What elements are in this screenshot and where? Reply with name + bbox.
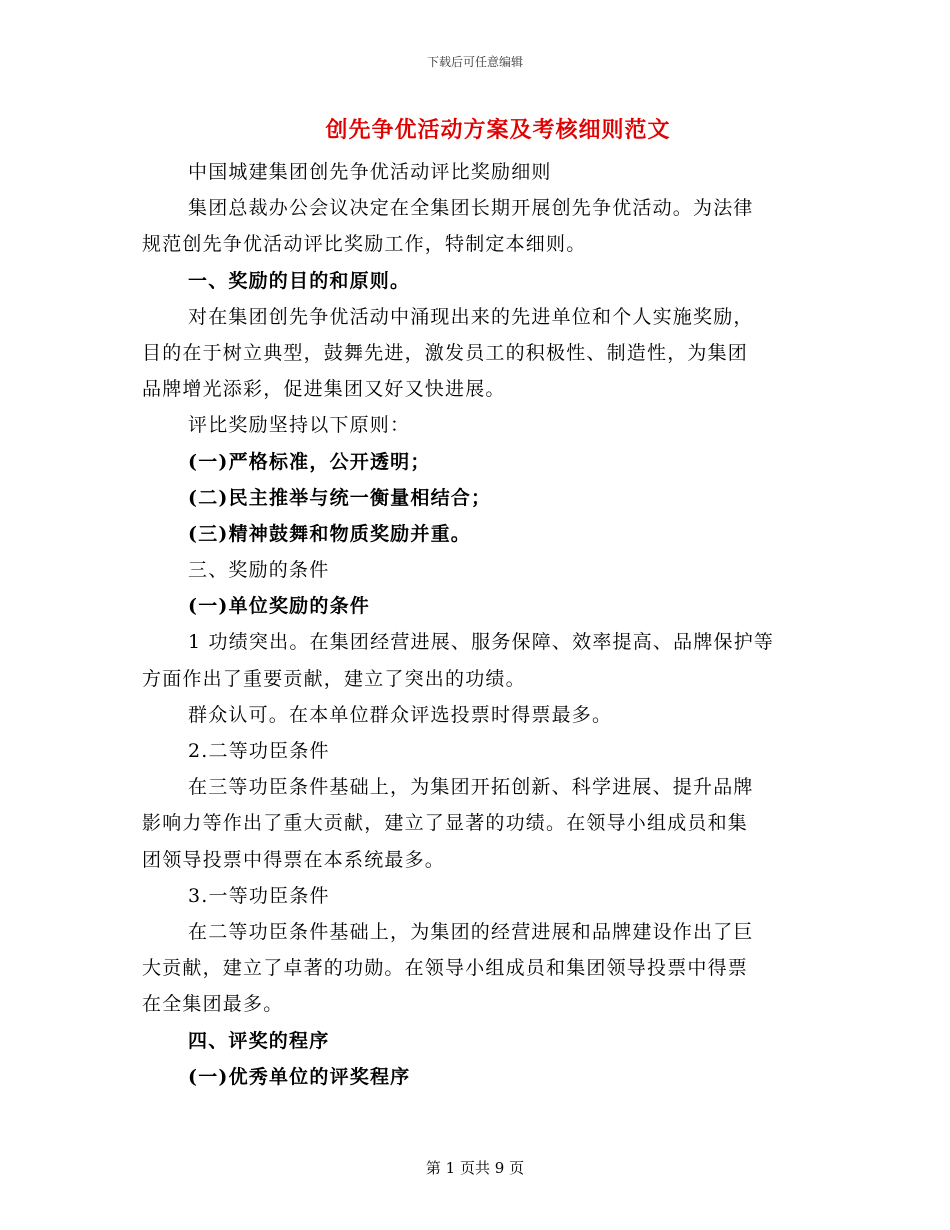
section-heading: 四、评奖的程序	[188, 1029, 330, 1052]
paragraph-line: 影响力等作出了重大贡献，建立了显著的功绩。在领导小组成员和集	[142, 812, 749, 835]
paragraph-line: 目的在于树立典型，鼓舞先进，激发员工的积极性、制造性，为集团	[142, 341, 749, 364]
paragraph-line: 在三等功臣条件基础上，为集团开拓创新、科学进展、提升品牌	[188, 776, 754, 799]
section-heading: 三、奖励的条件	[188, 559, 330, 582]
paragraph-line: 中国城建集团创先争优活动评比奖励细则	[188, 161, 552, 183]
principle-item: (二)民主推举与统一衡量相结合；	[188, 486, 492, 509]
subsection-heading: (一)单位奖励的条件	[188, 595, 370, 618]
paragraph-line: 在全集团最多。	[142, 993, 284, 1016]
subsection-heading: 3.一等功臣条件	[188, 884, 330, 907]
paragraph-line: 方面作出了重要贡献，建立了突出的功绩。	[142, 667, 526, 690]
paragraph-line: 大贡献，建立了卓著的功勋。在领导小组成员和集团领导投票中得票	[142, 957, 749, 980]
page-number: 第 1 页共 9 页	[425, 1159, 525, 1177]
paragraph-line: 1 功绩突出。在集团经营进展、服务保障、效率提高、品牌保护等	[188, 631, 775, 654]
paragraph-line: 群众认可。在本单位群众评选投票时得票最多。	[188, 703, 613, 726]
section-heading: 一、奖励的目的和原则。	[188, 269, 411, 292]
page-header-note: 下载后可任意编辑	[426, 55, 523, 69]
principle-item: (一)严格标准，公开透明；	[188, 450, 431, 473]
document-title: 创先争优活动方案及考核细则范文	[325, 117, 671, 143]
paragraph-line: 评比奖励坚持以下原则：	[188, 414, 411, 437]
document-body	[142, 154, 814, 1095]
paragraph-line: 集团总裁办公会议决定在全集团长期开展创先争优活动。为法律	[188, 197, 754, 220]
paragraph-line: 团领导投票中得票在本系统最多。	[142, 848, 446, 871]
principle-item: (三)精神鼓舞和物质奖励并重。	[188, 522, 471, 545]
paragraph-line: 品牌增光添彩，促进集团又好又快进展。	[142, 378, 506, 401]
subsection-heading: 2.二等功臣条件	[188, 740, 330, 762]
paragraph-line: 在二等功臣条件基础上，为集团的经营进展和品牌建设作出了巨	[188, 920, 754, 943]
paragraph-line: 对在集团创先争优活动中涌现出来的先进单位和个人实施奖励，	[188, 305, 754, 328]
paragraph-line: 规范创先争优活动评比奖励工作，特制定本细则。	[142, 233, 587, 256]
subsection-heading: (一)优秀单位的评奖程序	[188, 1065, 411, 1088]
